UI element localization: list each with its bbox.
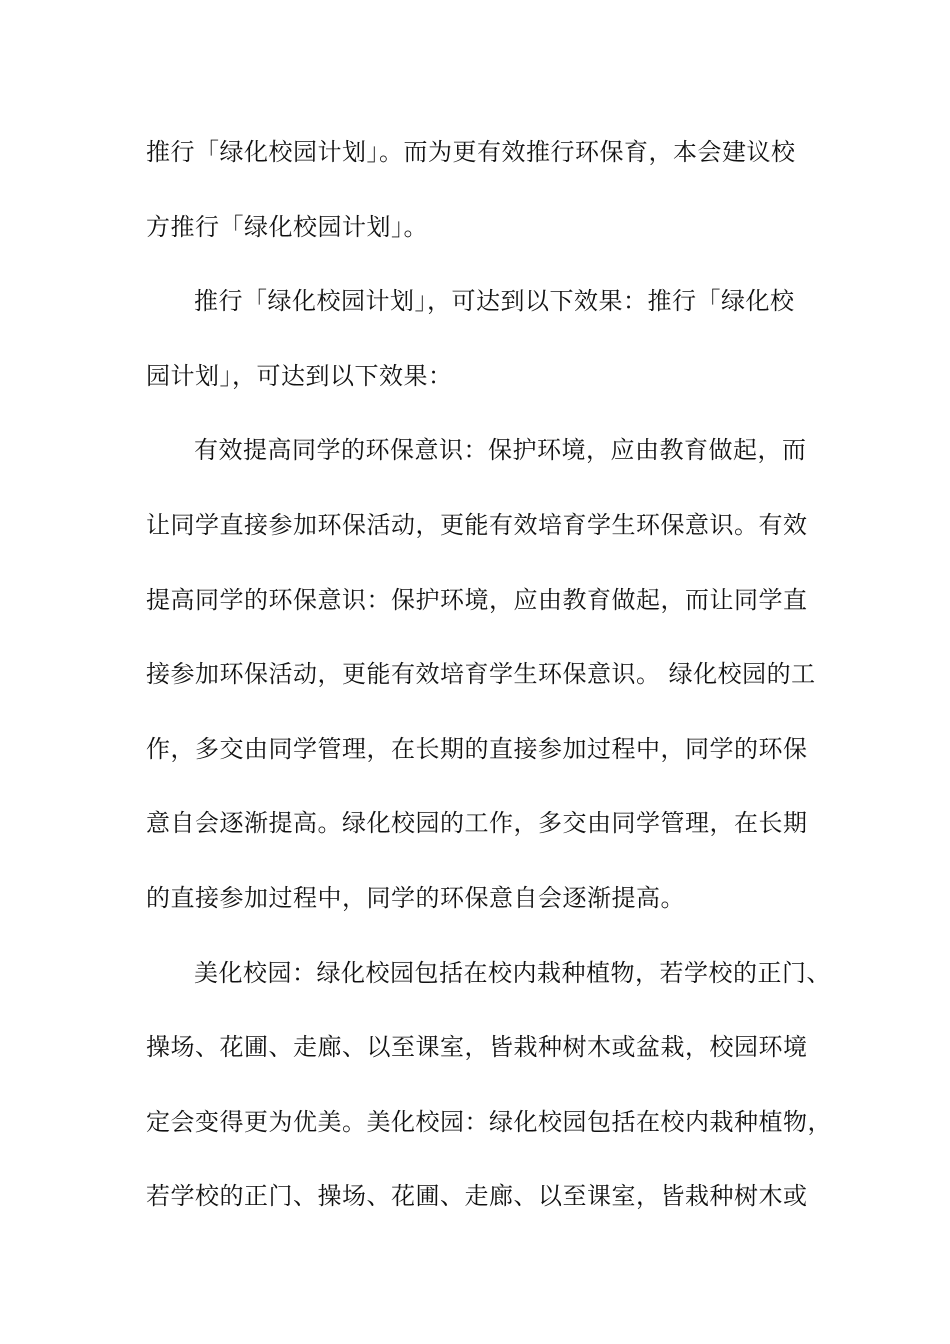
paragraph-3-line-1: 有效提高同学的环保意识：保护环境，应由教育做起，而: [194, 436, 807, 465]
paragraph-4-line-2: 操场、花圃、走廊、以至课室，皆栽种树木或盆栽，校园环境: [146, 1033, 808, 1062]
paragraph-2-line-2: 园计划」，可达到以下效果：: [146, 361, 453, 390]
paragraph-4-line-3: 定会变得更为优美。美化校园：绿化校园包括在校内栽种植物，: [146, 1107, 832, 1136]
paragraph-4-line-4: 若学校的正门、操场、花圃、走廊、以至课室，皆栽种树木或: [146, 1182, 808, 1211]
paragraph-3-line-6: 意自会逐渐提高。绿化校园的工作，多交由同学管理，在长期: [146, 809, 808, 838]
paragraph-3-line-5: 作，多交由同学管理，在长期的直接参加过程中，同学的环保: [146, 734, 808, 763]
paragraph-2-line-1: 推行「绿化校园计划」，可达到以下效果：推行「绿化校: [194, 287, 795, 316]
document-body: [146, 127, 832, 1246]
paragraph-1-line-1: 推行「绿化校园计划」。而为更有效推行环保育，本会建议校: [146, 138, 796, 166]
paragraph-3-line-3: 提高同学的环保意识：保护环境，应由教育做起，而让同学直: [146, 585, 808, 614]
paragraph-1-line-2: 方推行「绿化校园计划」。: [146, 212, 428, 241]
paragraph-3-line-2: 让同学直接参加环保活动，更能有效培育学生环保意识。有效: [146, 510, 808, 539]
paragraph-3-line-7: 的直接参加过程中，同学的环保意自会逐渐提高。: [146, 883, 685, 912]
paragraph-4-line-1: 美化校园：绿化校园包括在校内栽种植物，若学校的正门、: [194, 958, 831, 987]
paragraph-3-line-4: 接参加环保活动，更能有效培育学生环保意识。 绿化校园的工: [146, 660, 816, 689]
